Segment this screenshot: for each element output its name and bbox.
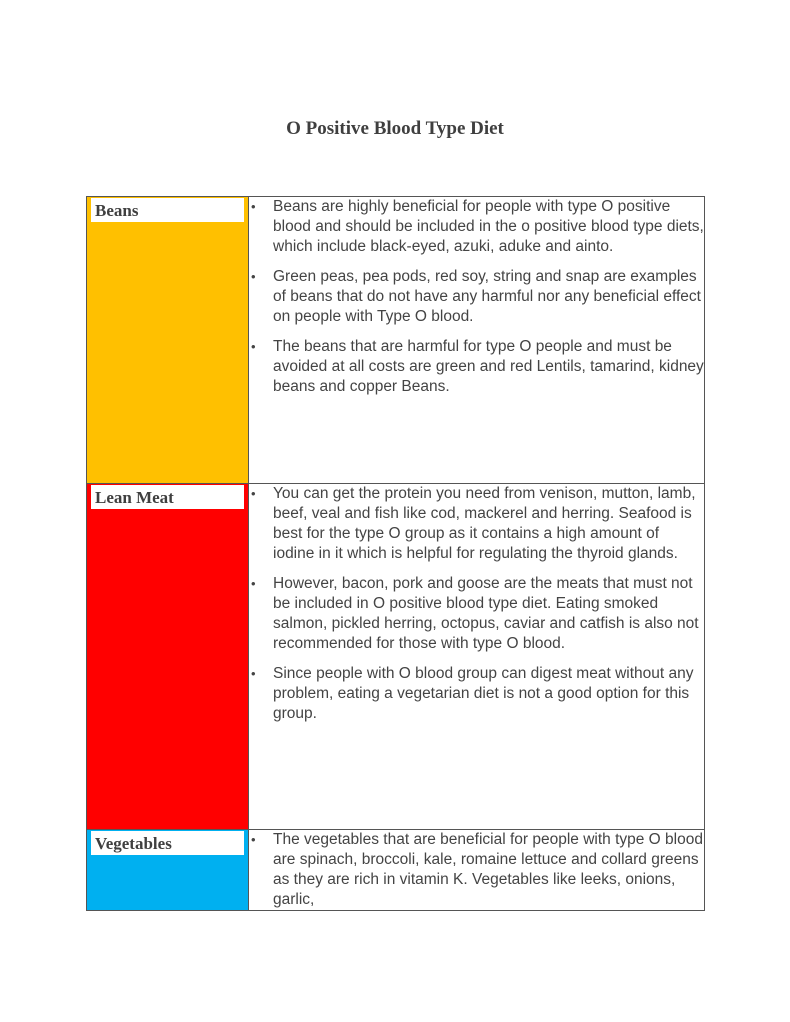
table-row <box>87 197 705 484</box>
list-item: • The vegetables that are beneficial for people with type O blood are spinach, broccoli, kale, romaine lettuce and collard greens as they are rich in vitamin K. Vegetables like leeks, onions, garlic, <box>273 830 704 908</box>
category-cell-lean-meat <box>87 484 249 830</box>
bullet-list <box>249 197 704 397</box>
list-item: • You can get the protein you need from venison, mutton, lamb, beef, veal and fish like cod, mackerel and herring. Seafood is best for the type O group as it contains a high amount of iodine in it which is helpful for regulating the thyroid glands. <box>273 484 704 564</box>
list-item: • However, bacon, pork and goose are the meats that must not be included in O positive blood type diet. Eating smoked salmon, pickled herring, octopus, caviar and catfish is also not recommended for those with type O blood. <box>273 574 704 654</box>
list-item: • The beans that are harmful for type O people and must be avoided at all costs are green and red Lentils, tamarind, kidney beans and copper Beans. <box>273 337 704 397</box>
content-cell <box>249 197 705 484</box>
content-cell <box>249 830 705 911</box>
bullet-list <box>249 830 704 908</box>
list-item: • Green peas, pea pods, red soy, string and snap are examples of beans that do not have any harmful nor any beneficial effect on people with Type O blood. <box>273 267 704 327</box>
category-label: Beans <box>91 198 244 222</box>
list-item: • Beans are highly beneficial for people with type O positive blood and should be included in the o positive blood type diets, which include black-eyed, azuki, aduke and ainto. <box>273 197 704 257</box>
table-row <box>87 830 705 911</box>
category-cell-vegetables <box>87 830 249 911</box>
category-label: Lean Meat <box>91 485 244 509</box>
category-cell-beans <box>87 197 249 484</box>
table-row <box>87 484 705 830</box>
list-item: • Since people with O blood group can digest meat without any problem, eating a vegetarian diet is not a good option for this group. <box>273 664 704 724</box>
bullet-list <box>249 484 704 724</box>
content-cell <box>249 484 705 830</box>
diet-table <box>86 196 705 911</box>
page-title: O Positive Blood Type Diet <box>286 118 504 139</box>
category-label: Vegetables <box>91 831 244 855</box>
